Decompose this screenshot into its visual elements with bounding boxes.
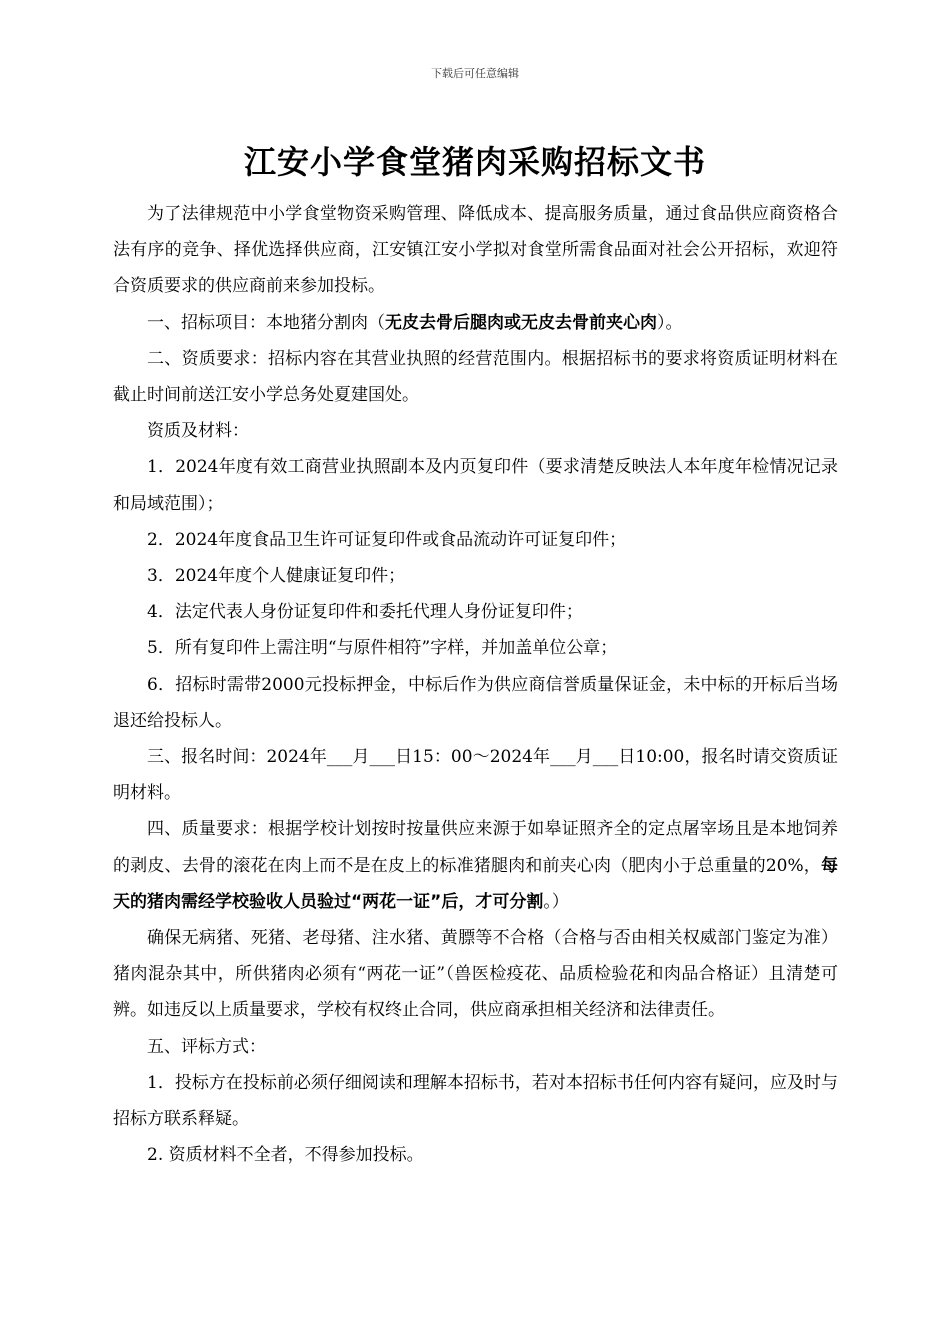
bidding-item-prefix: 一、招标项目：本地猪分割肉（ [147, 312, 385, 333]
evaluation-item-1: 1．投标方在投标前必须仔细阅读和理解本招标书，若对本招标书任何内容有疑问，应及时与招标方联系释疑。 [113, 1072, 838, 1130]
quality-requirement-paragraph [113, 811, 838, 920]
material-item-2: 2．2024年度食品卫生许可证复印件或食品流动许可证复印件； [147, 529, 627, 550]
bidding-item-bold: 无皮去骨后腿肉或无皮去骨前夹心肉 [385, 312, 657, 333]
header-note: 下载后可任意编辑 [431, 67, 519, 80]
document-body [113, 196, 838, 1173]
bidding-item-suffix: ）。 [657, 312, 683, 333]
quality-requirement-bold: 每天的猪肉需经学校验收人员验过“两花一证”后，才可分割 [113, 855, 838, 912]
material-item-6: 6．招标时需带2000元投标押金，中标后作为供应商信誉质量保证金，未中标的开标后当场退还给投标人。 [113, 674, 838, 731]
evaluation-item-2: 2. 资质材料不全者，不得参加投标。 [147, 1145, 424, 1166]
intro-paragraph: 为了法律规范中小学食堂物资采购管理、降低成本、提高服务质量，通过食品供应商资格合法有序的竞争、择优选择供应商，江安镇江安小学拟对食堂所需食品面对社会公开招标，欢迎符合资质要求的供应商前来参加投标。 [113, 204, 838, 297]
quality-requirement-prefix: 四、质量要求：根据学校计划按时按量供应来源于如皋证照齐全的定点屠宰场且是本地饲养的剥皮、去骨的滚花在肉上而不是在皮上的标准猪腿肉和前夹心肉（肥肉小于总重量的20%， [113, 819, 838, 876]
material-item-5: 5．所有复印件上需注明“与原件相符”字样，并加盖单位公章； [147, 638, 618, 659]
material-item-1: 1．2024年度有效工商营业执照副本及内页复印件（要求清楚反映法人本年度年检情况记录和局域范围）； [113, 457, 838, 514]
quality-requirement-suffix: 。） [543, 891, 569, 912]
registration-time-paragraph: 三、报名时间：2024年___月___日15：00～2024年___月___日10:00，报名时请交资质证明材料。 [113, 747, 838, 804]
document-title: 江安小学食堂猪肉采购招标文书 [243, 143, 706, 181]
material-item-4: 4．法定代表人身份证复印件和委托代理人身份证复印件； [147, 602, 583, 623]
quality-detail-paragraph: 确保无病猪、死猪、老母猪、注水猪、黄膘等不合格（合格与否由相关权威部门鉴定为准）猪肉混杂其中，所供猪肉必须有“两花一证”（兽医检疫花、品质检验花和肉品合格证）且清楚可辨。如违反以上质量要求，学校有权终止合同，供应商承担相关经济和法律责任。 [113, 928, 838, 1021]
evaluation-heading: 五、评标方式： [147, 1036, 266, 1057]
qualification-paragraph: 二、资质要求：招标内容在其营业执照的经营范围内。根据招标书的要求将资质证明材料在截止时间前送江安小学总务处夏建国处。 [113, 348, 838, 406]
bidding-item-paragraph [113, 305, 838, 341]
material-item-3: 3．2024年度个人健康证复印件； [147, 566, 406, 587]
materials-heading: 资质及材料： [147, 421, 249, 442]
